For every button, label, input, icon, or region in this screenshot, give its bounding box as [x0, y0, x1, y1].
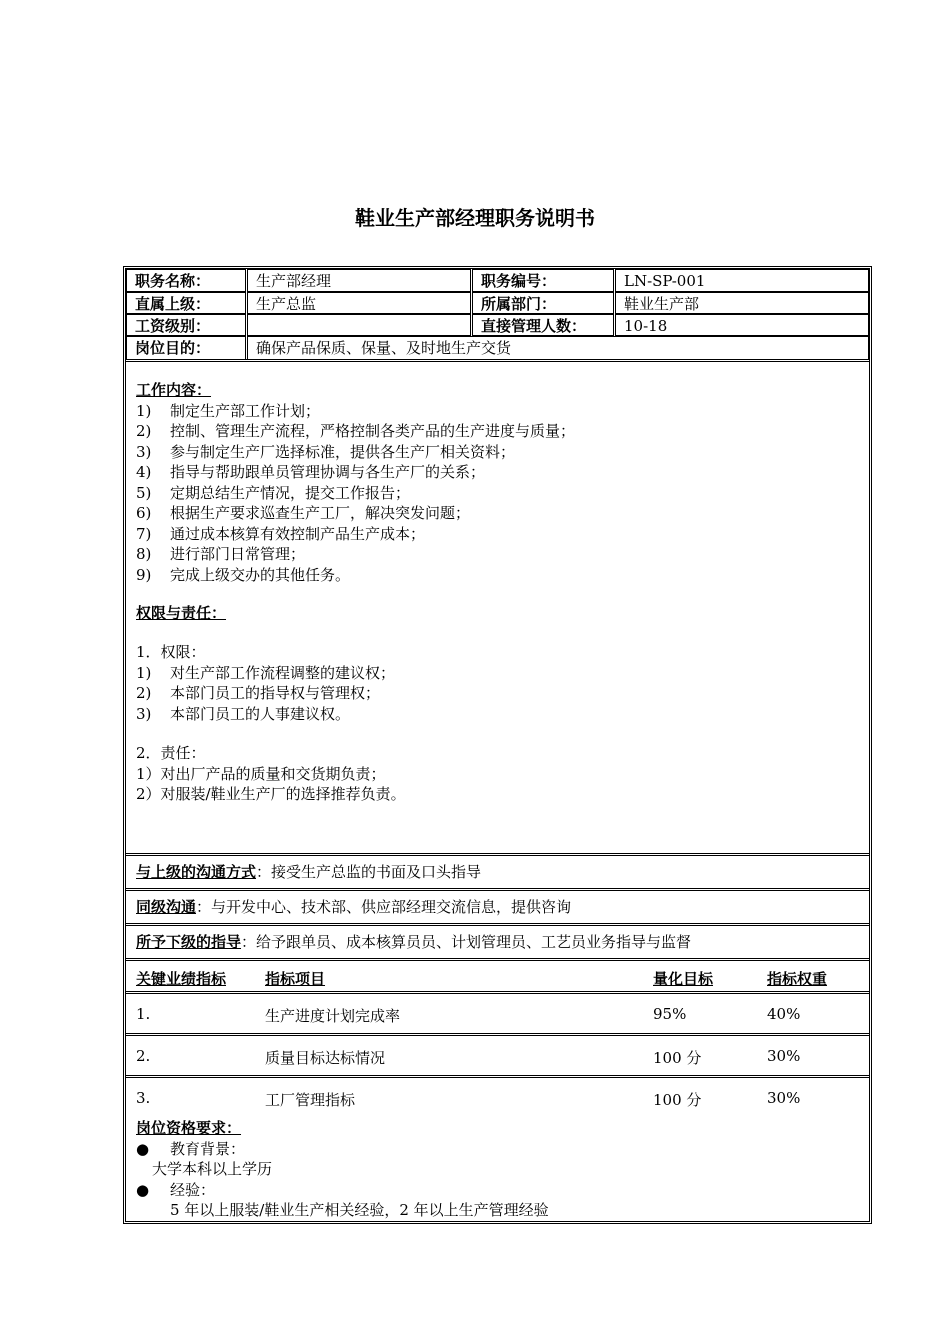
bullet-icon: ●: [136, 1139, 150, 1158]
kpi-target: 100 分: [653, 1049, 702, 1067]
rights-heading: 1．权限：: [136, 643, 206, 661]
list-item: 3) 参与制定生产厂选择标准，提供各生产厂相关资料；: [136, 442, 516, 461]
job-description-table: [123, 266, 872, 1224]
work-content-heading: 工作内容：: [136, 381, 212, 399]
list-item: 5) 定期总结生产情况，提交工作报告；: [136, 483, 411, 502]
kpi-target: 95%: [653, 1005, 687, 1023]
dept-value: 鞋业生产部: [615, 292, 869, 314]
list-item: 6) 根据生产要求巡查生产工厂，解决突发问题；: [136, 504, 471, 522]
superior-label: 直属上级：: [126, 292, 246, 314]
job-code-value: LN-SP-001: [615, 269, 869, 292]
qualification-heading: 岗位资格要求：: [136, 1119, 242, 1137]
kpi-weight: 30%: [767, 1047, 801, 1065]
authority-section: [136, 603, 226, 624]
kpi-header-weight: 指标权重: [767, 970, 828, 988]
lower-guidance: [136, 932, 691, 953]
salary-value: [247, 314, 471, 336]
list-item: 3) 本部门员工的人事建议权。: [136, 704, 351, 723]
kpi-weight: 40%: [767, 1005, 801, 1023]
list-item: 2）对服装/鞋业生产厂的选择推荐负责。: [136, 785, 406, 803]
work-content-section: [136, 380, 575, 585]
peer-communication-text: ：与开发中心、技术部、供应部经理交流信息，提供咨询: [196, 898, 572, 916]
peer-communication-label: 同级沟通: [136, 898, 197, 916]
experience-value: 5 年以上服装/鞋业生产相关经验，2 年以上生产管理经验: [170, 1201, 549, 1219]
dept-label: 所属部门：: [472, 292, 614, 314]
purpose-value: 确保产品保质、保量、及时地生产交货: [247, 336, 869, 360]
lower-guidance-label: 所予下级的指导: [136, 933, 242, 951]
upper-communication-text: ：接受生产总监的书面及口头指导: [256, 863, 482, 881]
superior-value: 生产总监: [247, 292, 471, 314]
rights-section: [136, 642, 395, 724]
experience-label: 经验：: [170, 1180, 216, 1199]
kpi-item: 生产进度计划完成率: [265, 1007, 401, 1025]
list-item: 2) 控制、管理生产流程，严格控制各类产品的生产进度与质量；: [136, 422, 576, 440]
managed-value: 10-18: [615, 314, 869, 336]
education-value: 大学本科以上学历: [152, 1160, 273, 1178]
kpi-no: 2.: [136, 1047, 151, 1065]
salary-label: 工资级别：: [126, 314, 246, 336]
kpi-no: 1.: [136, 1005, 151, 1023]
list-item: 1) 对生产部工作流程调整的建议权；: [136, 663, 396, 682]
purpose-label: 岗位目的：: [126, 336, 246, 360]
kpi-header-item: 指标项目: [265, 970, 326, 988]
list-item: 1）对出厂产品的质量和交货期负责；: [136, 764, 386, 783]
qualification-section: [136, 1118, 549, 1221]
upper-communication: [136, 862, 481, 883]
lower-guidance-text: ：给予跟单员、成本核算员员、计划管理员、工艺员业务指导与监督: [241, 933, 692, 951]
list-item: 4) 指导与帮助跟单员管理协调与各生产厂的关系；: [136, 463, 486, 481]
kpi-header-indicator: 关键业绩指标: [136, 970, 227, 988]
list-item: 9) 完成上级交办的其他任务。: [136, 565, 351, 584]
kpi-weight: 30%: [767, 1089, 801, 1107]
list-item: 8) 进行部门日常管理；: [136, 545, 306, 563]
kpi-no: 3.: [136, 1089, 151, 1107]
kpi-item: 质量目标达标情况: [265, 1049, 386, 1067]
list-item: 1) 制定生产部工作计划；: [136, 401, 321, 420]
peer-communication: [136, 897, 571, 918]
list-item: 7) 通过成本核算有效控制产品生产成本；: [136, 524, 426, 543]
upper-communication-label: 与上级的沟通方式: [136, 863, 257, 881]
job-name-label: 职务名称：: [126, 269, 246, 292]
managed-label: 直接管理人数：: [472, 314, 614, 336]
kpi-item: 工厂管理指标: [265, 1091, 356, 1109]
list-item: 2) 本部门员工的指导权与管理权；: [136, 684, 381, 702]
kpi-target: 100 分: [653, 1091, 702, 1109]
duties-section: [136, 743, 406, 805]
authority-heading: 权限与责任：: [136, 604, 227, 622]
duties-heading: 2．责任：: [136, 744, 206, 762]
job-code-label: 职务编号：: [472, 269, 614, 292]
education-label: 教育背景：: [170, 1139, 246, 1158]
bullet-icon: ●: [136, 1180, 150, 1199]
page-title: 鞋业生产部经理职务说明书: [355, 206, 595, 230]
kpi-header-target: 量化目标: [653, 970, 714, 988]
job-name-value: 生产部经理: [247, 269, 471, 292]
